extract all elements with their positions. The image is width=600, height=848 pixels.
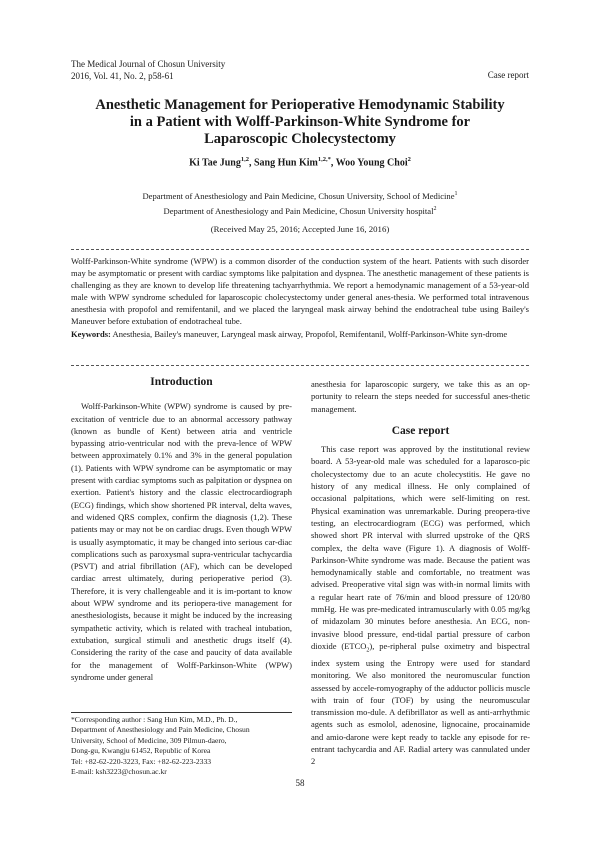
footnote-rule	[71, 712, 292, 713]
article-type: Case report	[487, 70, 529, 80]
author-name: Sang Hun Kim	[253, 157, 318, 169]
page-number: 58	[295, 778, 305, 788]
journal-citation	[71, 59, 225, 82]
keywords-label: Keywords:	[71, 328, 111, 339]
article-title	[60, 97, 540, 148]
case-report-paragraph: This case report was approved by the institutional review board. A 53-year-old male was scheduled for a laparosco-pic cholecystectomy due to an acute cholecystitis. He gave no history of any medical illness. He only complained of occasional palpitations, which were self-limiting on rest. Physical examination was unremarkable. During preopera-tive testing, an electrocardiogram (ECG) was performed, which showed short PR interval with slurred upstroke of the QRS complex, the delta wave (Figure 1). A diagnosis of Wolff-Parkinson-White syndrome was made. Because the patient was hemodynamically stable and comfortable, no treatment was advised. Preoperative vital sign was with-in normal limits with a regular heart rate of 76/min and blood pressure of 120/80 mmHg. He was pre-medicated intramuscularly with 0.05 mg/kg of midazolam 30 minutes before anesthesia. An ECG, non-invasive blood pressure, end-tidal partial pressure of carbon dioxide $(ETCO_2)$, pe-ripheral pulse oximetry and bispectral index system using the Entropy were used for standard monitoring. We also monitored the neuromuscular function assessed by accele-romyography of the adductor pollicis muscle with train of four (TOF) by using the neuromuscular transmission mo-dule. A defibrillator as well as anti-arrhythmic agents such as esmolol, adenosine, lignocaine, procainamide and amio-darone were kept ready to tackle any episode for re-entrant tachycardia and AF. Radial artery was cannulated under 2	[311, 444, 530, 767]
abstract-text: Wolff-Parkinson-White syndrome (WPW) is a common disorder of the conduction system of the heart. Patients with such disorder may be asymptomatic or present with cardiac symptoms like palpitation and dyspnea. The anesthetic management of these patients is challenging as they are known to develop life threatening tachyarrhythmia. We report a hemodynamic management of a 53-year-old male with WPW syndrome scheduled for laparoscopic cholecystectomy under general anes-thesia. We performed total intravenous anesthesia with propofol and remifentanil, and we placed the laryngeal mask airway behind the endotracheal tube using Bailey's Maneuver before extubation of endotracheal tube.	[71, 256, 529, 327]
section-heading-introduction: Introduction	[150, 376, 213, 388]
author-affil-sup: 1,2,*	[317, 156, 331, 163]
affiliation-line: Department of Anesthesiology and Pain Medicine, Chosun University hospital$^2$	[163, 205, 437, 216]
intro-paragraph-continued: anesthesia for laparoscopic surgery, we take this as an op-portunity to relearn the steps needed for successful anes-thetic management.	[311, 379, 530, 414]
section-heading-case-report: Case report	[391, 424, 450, 437]
affiliations	[60, 188, 540, 218]
footnote-email: E-mail: ksh3223@chosun.ac.kr	[71, 767, 167, 777]
right-column	[311, 378, 530, 768]
author-list	[60, 156, 540, 168]
abstract-top-rule	[71, 249, 529, 250]
intro-paragraph: Wolff-Parkinson-White (WPW) syndrome is caused by pre-excitation of ventricle due to an abnormal accessory pathway (known as bundle of Kent) between atria and ventricle bypassing atrio-ventricular nod with the preva-lence of WPW between approximately 0.1% and 3% in the general population (1). Patients with WPW syndrome can be asymptomatic or may present with cardiac symptoms such as palpitation or dyspnea on exertion. Patient's history and the classic electrocardiograph (ECG) findings, which show shortened PR interval, delta waves, and widened QRS complex, confirm the diagnosis (1,2). These patients may or may not be on cardiac drugs. Even though WPW is usually asymptomatic, it may be changed into serious car-diac complications such as paroxysmal supra-ventricular tachycardia (PSVT) and atrial fibrillation (AF), which can be developed cardiac arrest ultimately, during perioperative period (3). Therefore, it is very challengeable and it is im-portant to know about WPW syndrome and its periopera-tive management for anesthesiologists, because it might be induced by the increasing sympathetic activity, which is related with tracheal intubation, extubation, surgical stimuli and anesthetic drugs itself (4). Considering the rarity of the case and paucity of data available for the management of Wolff-Parkinson-White (WPW) syndrome under general	[71, 401, 292, 682]
journal-name: The Medical Journal of Chosun University	[71, 59, 226, 69]
abstract-bottom-rule	[71, 365, 529, 366]
author-affil-sup: 1,2	[240, 156, 249, 163]
author-affil-sup: 2	[407, 156, 411, 163]
title-line: Laparoscopic Cholecystectomy	[204, 131, 396, 147]
author-separator: ,	[330, 157, 336, 169]
author-separator: ,	[248, 157, 254, 169]
keywords-text: Anesthesia, Bailey's maneuver, Laryngeal mask airway, Propofol, Remifentanil, Wolff-Parkinson-White syn-drome	[110, 328, 508, 339]
received-dates: (Received May 25, 2016; Accepted June 16, 2016)	[210, 224, 390, 234]
affiliation-line: Department of Anesthesiology and Pain Medicine, Chosun University, School of Medicine$^1$	[142, 190, 458, 201]
corresponding-author-footnote: *Corresponding author : Sang Hun Kim, M.D., Ph. D., Department of Anesthesiology and Pain Medicine, Chosun University, School of Medicine, 309 Pilmun-daero, Dong-gu, Kwangju 61452, Republic of Korea Tel: +82-62-220-3223, Fax: +82-62-223-2333 E-mail: ksh3223@chosun.ac.kr	[71, 715, 301, 777]
author-name: Ki Tae Jung	[189, 157, 241, 169]
left-column	[71, 376, 292, 683]
abstract	[71, 255, 529, 340]
title-line: in a Patient with Wolff-Parkinson-White Syndrome for	[129, 114, 471, 130]
author-name: Woo Young Choi	[335, 157, 408, 169]
journal-volume: 2016, Vol. 41, No. 2, p58-61	[71, 70, 174, 81]
title-line: Anesthetic Management for Perioperative Hemodynamic Stability	[95, 97, 505, 113]
